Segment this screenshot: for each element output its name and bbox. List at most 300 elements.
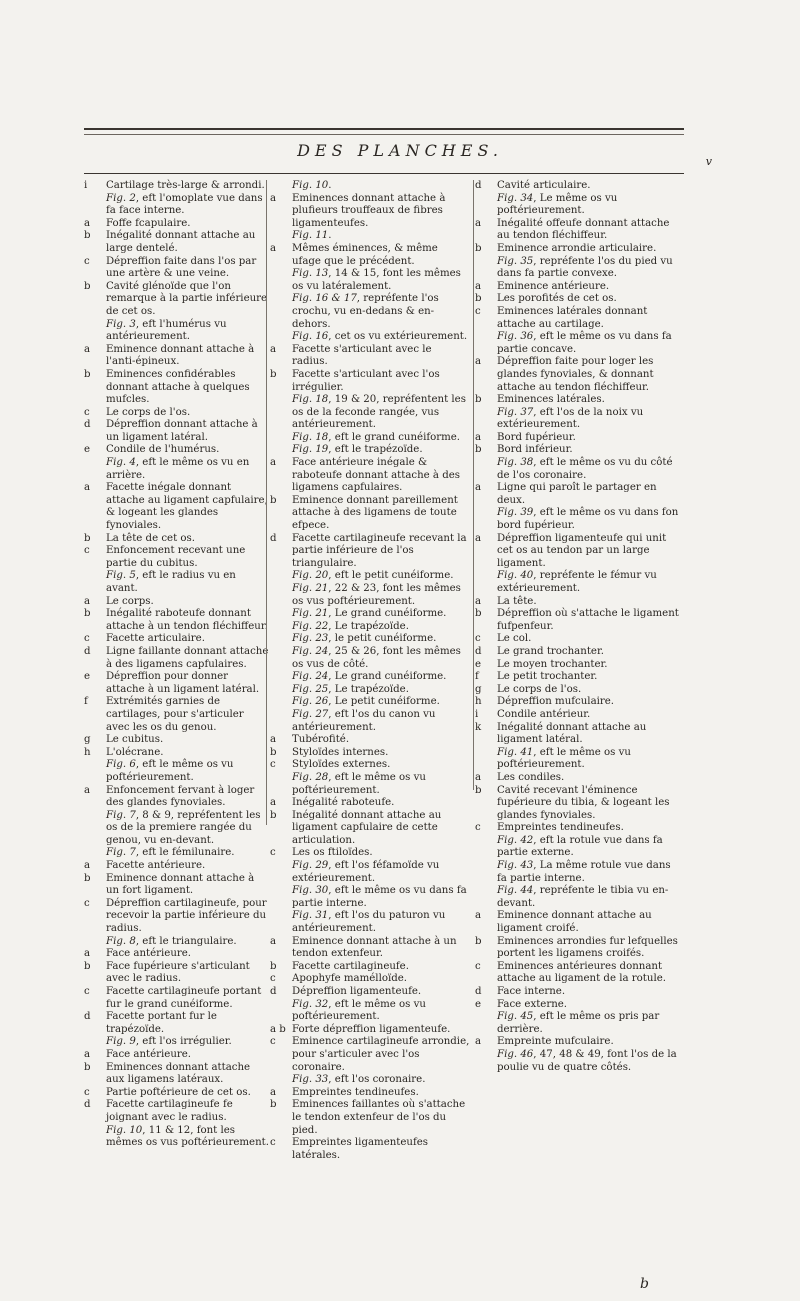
entry-text: Apophyfe mamélloïde. <box>292 973 408 985</box>
entry-text: Fig. 4, eft le même os vu en arrière. <box>106 457 250 481</box>
figure-caption <box>84 193 269 218</box>
figure-caption <box>270 230 470 243</box>
entry-text: Empreintes ligamenteufes latérales. <box>292 1137 428 1161</box>
entry-key: b <box>84 872 91 884</box>
legend-entry <box>475 394 683 407</box>
entry-text: Ligne faillante donnant attache à des ligamens capfulaires. <box>106 645 269 670</box>
legend-entry <box>84 1087 269 1100</box>
figure-label: Fig. 38 <box>497 457 534 469</box>
figure-caption <box>270 860 470 885</box>
entry-text: Fig. 42, eft la rotule vue dans fa partie externe. <box>497 834 663 859</box>
legend-entry <box>475 180 683 193</box>
entry-key: e <box>475 998 482 1010</box>
entry-text: Condile de l'humérus. <box>106 444 220 456</box>
entry-text: Fig. 39, eft le même os vu dans fon bord fupérieur. <box>497 507 679 532</box>
figure-caption <box>84 570 269 595</box>
figure-label: Fig. 21 <box>292 583 329 594</box>
entry-text: Fig. 23, le petit cunéiforme. <box>292 633 437 645</box>
figure-caption <box>270 684 470 697</box>
entry-key: e <box>84 444 91 456</box>
entry-text: Inégalité donnant attache au ligament capfulaire de cette articulation. <box>292 809 442 846</box>
text-column-2 <box>270 180 470 1162</box>
entry-text: Face antérieure. <box>106 1048 192 1060</box>
entry-key: a <box>270 935 277 947</box>
entry-text: Le grand trochanter. <box>497 645 604 657</box>
legend-entry <box>475 444 683 457</box>
figure-caption <box>475 1049 683 1074</box>
text-column-3 <box>475 180 683 1074</box>
legend-entry <box>270 495 470 533</box>
entry-text: Eminence antérieure. <box>497 280 610 292</box>
entry-text: Facette cartilagineufe fe joignant avec le radius. <box>106 1099 233 1123</box>
entry-text: Cavité articulaire. <box>497 180 591 191</box>
entry-key: c <box>84 545 90 557</box>
legend-entry <box>475 772 683 785</box>
entry-text: Fig. 22, Le trapézoïde. <box>292 620 409 632</box>
entry-text: Le col. <box>497 633 532 645</box>
entry-key: b <box>84 1061 91 1073</box>
entry-key: c <box>475 633 481 645</box>
entry-key: d <box>475 180 482 191</box>
page-title: DES PLANCHES. <box>297 141 503 160</box>
entry-text: La tête. <box>497 595 537 607</box>
legend-entry <box>270 1024 470 1037</box>
entry-key: b <box>475 608 482 620</box>
entry-text: Eminences antérieures donnant attache au ligament de la rotule. <box>497 960 666 985</box>
entry-key: b <box>475 293 482 305</box>
entry-text: Fig. 44, repréfente le tibia vu en-devant. <box>497 885 669 909</box>
entry-key: e <box>475 658 482 670</box>
entry-text: Fig. 33, eft l'os coronaire. <box>292 1074 426 1086</box>
figure-label: Fig. 11 <box>292 230 329 242</box>
legend-entry <box>84 608 269 633</box>
entry-text: Fig. 21, 22 & 23, font les mêmes os vus poftérieurement. <box>292 583 461 607</box>
entry-text: Face fupérieure s'articulant avec le radius. <box>106 960 250 985</box>
legend-entry <box>84 1062 269 1087</box>
entry-text: Facette cartilagineufe portant fur le grand cunéiforme. <box>106 986 262 1010</box>
legend-entry <box>84 218 269 231</box>
column-divider <box>473 180 474 790</box>
entry-text: Les porofités de cet os. <box>497 293 617 305</box>
legend-entry <box>475 596 683 609</box>
legend-entry <box>475 696 683 709</box>
legend-entry <box>475 306 683 331</box>
entry-key: a <box>475 595 482 607</box>
figure-label: Fig. 32 <box>292 998 329 1010</box>
entry-key: d <box>475 986 482 997</box>
figure-label: Fig. 10 <box>106 1124 143 1136</box>
entry-text: Fig. 26, Le petit cunéiforme. <box>292 696 440 708</box>
entry-text: Facette cartilagineufe recevant la partie inférieure de l'os triangulaire. <box>292 532 467 569</box>
entry-text: Face externe. <box>497 998 568 1010</box>
entry-text: Fig. 46, 47, 48 & 49, font l'os de la poulie vu de quatre côtés. <box>497 1048 677 1073</box>
legend-entry <box>270 747 470 760</box>
figure-label: Fig. 45 <box>497 1011 534 1023</box>
entry-text: Eminence arrondie articulaire. <box>497 242 657 254</box>
legend-entry <box>84 281 269 319</box>
entry-text: Fig. 36, eft le même os vu dans fa partie concave. <box>497 331 672 355</box>
legend-entry <box>475 684 683 697</box>
figure-label: Fig. 31 <box>292 910 329 922</box>
legend-entry <box>270 1099 470 1137</box>
legend-entry <box>475 986 683 999</box>
entry-text: Bord fupérieur. <box>497 431 576 443</box>
entry-text: Eminences donnant attache aux ligamens latéraux. <box>106 1061 251 1086</box>
entry-text: Eminences latérales donnant attache au cartilage. <box>497 305 648 330</box>
figure-label: Fig. 6 <box>106 759 136 771</box>
entry-key: a <box>475 1036 482 1048</box>
figure-label: Fig. 16 <box>292 331 329 343</box>
legend-entry <box>270 1087 470 1100</box>
legend-entry <box>475 293 683 306</box>
entry-text: Facette cartilagineufe. <box>292 960 409 972</box>
entry-key: c <box>270 1137 276 1149</box>
figure-caption <box>475 331 683 356</box>
figure-label: Fig. 4 <box>106 457 136 469</box>
figure-label: Fig. 26 <box>292 696 329 708</box>
legend-entry <box>475 608 683 633</box>
figure-label: Fig. 19 <box>292 444 329 456</box>
legend-entry <box>84 671 269 696</box>
entry-key: b <box>475 784 482 796</box>
entry-key: a <box>84 948 91 960</box>
entry-text: Tubérofité. <box>292 734 350 746</box>
figure-caption <box>475 860 683 885</box>
entry-key: e <box>84 671 91 683</box>
legend-entry <box>84 1011 269 1036</box>
entry-key: d <box>84 645 91 657</box>
entry-text: Dépreffion où s'attache le ligament fufpenfeur. <box>497 608 679 632</box>
entry-text: Eminences arrondies fur lefquelles portent les ligamens croifés. <box>497 935 678 960</box>
entry-text: Fig. 16 & 17, repréfente l'os crochu, vu en-dedans & en-dehors. <box>292 293 439 330</box>
entry-key: a <box>84 343 91 355</box>
legend-entry <box>270 961 470 974</box>
entry-key: c <box>84 897 90 909</box>
entry-text: Dépreffion cartilagineufe, pour recevoir la partie inférieure du radius. <box>106 897 267 935</box>
entry-key: b <box>475 935 482 947</box>
legend-entry <box>84 1049 269 1062</box>
figure-label: Fig. 34 <box>497 192 534 204</box>
entry-text: Fig. 40, repréfente le fémur vu extérieurement. <box>497 570 657 594</box>
entry-key: a <box>475 532 482 544</box>
figure-label: Fig. 29 <box>292 860 329 872</box>
legend-entry <box>475 999 683 1012</box>
legend-entry <box>475 961 683 986</box>
legend-entry <box>475 356 683 394</box>
legend-entry <box>475 910 683 935</box>
entry-text: Fig. 30, eft le même os vu dans fa partie interne. <box>292 885 467 909</box>
entry-text: Fig. 2, eft l'omoplate vue dans fa face interne. <box>106 192 263 217</box>
figure-label: Fig. 13 <box>292 268 329 280</box>
entry-text: Inégalité offeufe donnant attache au tendon fléchiffeur. <box>497 217 670 242</box>
entry-text: Le corps. <box>106 595 154 607</box>
entry-key: c <box>475 305 481 317</box>
legend-entry <box>475 722 683 747</box>
figure-label: Fig. 7 <box>106 847 136 859</box>
figure-caption <box>270 293 470 331</box>
entry-text: Le petit trochanter. <box>497 671 598 683</box>
entry-key: c <box>84 406 90 418</box>
entry-key: c <box>84 1086 90 1098</box>
figure-caption <box>84 810 269 848</box>
legend-entry <box>84 545 269 570</box>
figure-caption <box>475 256 683 281</box>
figure-label: Fig. 18 <box>292 394 329 406</box>
entry-text: Empreintes tendineufes. <box>497 822 624 834</box>
legend-entry <box>84 369 269 407</box>
entry-text: Fig. 8, eft le triangulaire. <box>106 935 237 947</box>
entry-key: b <box>84 368 91 380</box>
figure-caption <box>270 570 470 583</box>
figure-label: Fig. 20 <box>292 570 329 582</box>
entry-text: Fig. 34, Le même os vu poftérieurement. <box>497 192 618 217</box>
figure-caption <box>270 583 470 608</box>
legend-entry <box>84 696 269 734</box>
figure-caption <box>270 331 470 344</box>
entry-text: Inégalité raboteufe donnant attache à un tendon fléchiffeur. <box>106 608 268 632</box>
entry-text: Eminences donnant attache à plufieurs trouffeaux de fibres ligamenteufes. <box>292 192 446 229</box>
entry-text: Eminence donnant attache à l'anti-épineux. <box>106 343 255 368</box>
entry-key: a <box>475 771 482 783</box>
figure-label: Fig. 30 <box>292 885 329 897</box>
legend-entry <box>84 230 269 255</box>
figure-caption <box>270 1074 470 1087</box>
legend-entry <box>84 734 269 747</box>
entry-text: Empreintes tendineufes. <box>292 1086 419 1098</box>
legend-entry <box>270 1137 470 1162</box>
legend-entry <box>270 986 470 999</box>
figure-caption <box>475 1011 683 1036</box>
figure-label: Fig. 27 <box>292 708 329 720</box>
entry-text: Facette s'articulant avec l'os irrégulier. <box>292 368 440 393</box>
legend-entry <box>270 533 470 571</box>
legend-entry <box>475 671 683 684</box>
legend-entry <box>270 243 470 268</box>
legend-entry <box>84 419 269 444</box>
legend-entry <box>270 369 470 394</box>
entry-text: Cavité recevant l'éminence fupérieure du tibia, & logeant les glandes fynoviales. <box>497 784 670 821</box>
entry-text: Fig. 25, Le trapézoïde. <box>292 683 409 695</box>
entry-text: Dépreffion faite dans l'os par une artère & une veine. <box>106 255 257 280</box>
entry-text: Fig. 41, eft le même os vu poftérieurement. <box>497 746 631 771</box>
entry-key: c <box>84 255 90 267</box>
entry-key: b <box>84 532 91 544</box>
entry-key: a <box>84 1048 91 1060</box>
figure-caption <box>270 910 470 935</box>
entry-key: a <box>475 280 482 292</box>
entry-key: a <box>475 910 482 922</box>
entry-text: Les os ftiloïdes. <box>292 847 373 859</box>
entry-text: Eminence donnant attache à un tendon extenfeur. <box>292 935 457 960</box>
legend-entry <box>84 482 269 532</box>
entry-text: Mêmes éminences, & même ufage que le précédent. <box>292 242 438 267</box>
legend-entry <box>84 533 269 546</box>
entry-text: Fig. 16, cet os vu extérieurement. <box>292 331 468 343</box>
entry-key: k <box>475 721 482 733</box>
entry-key: a <box>475 482 482 494</box>
entry-key: b <box>270 368 277 380</box>
entry-text: Inégalité raboteufe. <box>292 797 395 809</box>
entry-text: Condile antérieur. <box>497 708 591 720</box>
entry-key: b <box>84 608 91 620</box>
entry-text: Partie poftérieure de cet os. <box>106 1086 251 1098</box>
figure-label: Fig. 10 <box>292 180 329 191</box>
entry-text: Fig. 18, eft le grand cunéiforme. <box>292 431 461 443</box>
entry-key: a <box>270 192 277 204</box>
entry-key: i <box>84 180 88 191</box>
entry-text: Eminence donnant pareillement attache à des ligamens de toute efpece. <box>292 494 458 532</box>
entry-text: Cavité glénoïde que l'on remarque à la partie inférieure de cet os. <box>106 280 268 317</box>
entry-key: b <box>475 444 482 456</box>
figure-caption <box>270 709 470 734</box>
entry-key: b <box>270 1099 277 1111</box>
figure-label: Fig. 5 <box>106 570 136 582</box>
figure-caption <box>475 507 683 532</box>
figure-caption <box>475 747 683 772</box>
entry-text: Fig. 24, Le grand cunéiforme. <box>292 671 447 683</box>
entry-key: b <box>475 394 482 406</box>
entry-text: Dépreffion donnant attache à un ligament latéral. <box>106 419 258 443</box>
entry-key: d <box>270 532 277 544</box>
legend-entry <box>270 1036 470 1074</box>
entry-text: Facette articulaire. <box>106 633 205 645</box>
figure-label: Fig. 39 <box>497 507 534 519</box>
entry-text: Le cubitus. <box>106 734 164 746</box>
figure-caption <box>84 457 269 482</box>
entry-key: b <box>84 230 91 242</box>
entry-key: a <box>84 784 91 796</box>
legend-entry <box>475 646 683 659</box>
legend-entry <box>475 709 683 722</box>
entry-text: Inégalité donnant attache au ligament latéral. <box>497 721 647 746</box>
entry-text: L'olécrane. <box>106 746 164 758</box>
entry-text: Le corps de l'os. <box>106 406 191 418</box>
figure-label: Fig. 9 <box>106 1036 136 1048</box>
legend-entry <box>270 759 470 772</box>
entry-key: c <box>270 973 276 985</box>
entry-text: Fig. 7, eft le fémilunaire. <box>106 847 235 859</box>
entry-text: Fig. 31, eft l'os du paturon vu antérieurement. <box>292 910 446 935</box>
entry-key: b <box>270 746 277 758</box>
entry-text: La tête de cet os. <box>106 532 196 544</box>
entry-text: Ligne qui paroît le partager en deux. <box>497 482 657 506</box>
entry-text: Fig. 37, eft l'os de la noix vu extérieurement. <box>497 406 644 431</box>
entry-key: g <box>84 734 91 746</box>
legend-entry <box>475 432 683 445</box>
figure-label: Fig. 46 <box>497 1048 534 1060</box>
legend-entry <box>84 256 269 281</box>
figure-caption <box>270 621 470 634</box>
entry-text: Fig. 32, eft le même os vu poftérieurement. <box>292 998 426 1023</box>
figure-caption <box>84 319 269 344</box>
legend-entry <box>84 444 269 457</box>
legend-entry <box>270 797 470 810</box>
legend-entry <box>475 482 683 507</box>
entry-text: Fig. 28, eft le même os vu poftérieurement. <box>292 771 426 796</box>
entry-key: a b <box>270 1023 286 1035</box>
figure-caption <box>475 570 683 595</box>
entry-text: Fig. 20, eft le petit cunéiforme. <box>292 570 454 582</box>
entry-text: Styloïdes internes. <box>292 746 389 758</box>
entry-text: Eminences confidérables donnant attache à quelques mufcles. <box>106 368 250 406</box>
entry-text: Eminences faillantes où s'attache le tendon extenfeur de l'os du pied. <box>292 1099 466 1136</box>
entry-text: Eminence donnant attache à un fort ligament. <box>106 872 255 897</box>
figure-label: Fig. 43 <box>497 860 534 872</box>
legend-entry <box>475 533 683 571</box>
legend-entry <box>84 898 269 936</box>
figure-label: Fig. 22 <box>292 620 329 632</box>
legend-entry <box>270 973 470 986</box>
entry-text: Fig. 7, 8 & 9, repréfentent les os de la premiere rangée du genou, vu en-devant. <box>106 809 261 846</box>
figure-caption <box>270 432 470 445</box>
entry-text: Fig. 5, eft le radius vu en avant. <box>106 570 236 594</box>
entry-text: Eminence donnant attache au ligament croifé. <box>497 910 652 935</box>
entry-key: b <box>270 494 277 506</box>
entry-key: a <box>84 482 91 494</box>
figure-caption <box>270 999 470 1024</box>
entry-key: b <box>475 242 482 254</box>
column-divider <box>266 180 267 825</box>
header-rule <box>84 173 684 174</box>
entry-text: Fig. 43, La même rotule vue dans fa partie interne. <box>497 860 671 884</box>
entry-key: a <box>475 356 482 368</box>
entry-key: d <box>84 1099 91 1111</box>
figure-caption <box>270 633 470 646</box>
entry-text: Dépreffion ligamenteufe. <box>292 986 422 997</box>
entry-text: Face antérieure. <box>106 948 192 960</box>
figure-caption <box>270 772 470 797</box>
entry-key: c <box>475 822 481 834</box>
legend-entry <box>475 659 683 672</box>
legend-entry <box>475 936 683 961</box>
entry-key: a <box>475 217 482 229</box>
figure-label: Fig. 42 <box>497 834 534 846</box>
entry-text: Dépreffion ligamenteufe qui unit cet os au tendon par un large ligament. <box>497 532 667 569</box>
figure-label: Fig. 24 <box>292 671 329 683</box>
entry-text: Fig. 11. <box>292 230 332 242</box>
entry-key: a <box>270 242 277 254</box>
figure-caption <box>84 936 269 949</box>
entry-text: Fig. 21, Le grand cunéiforme. <box>292 608 447 620</box>
figure-caption <box>475 835 683 860</box>
entry-text: Dépreffion pour donner attache à un ligament latéral. <box>106 671 260 695</box>
entry-text: Fig. 45, eft le même os pris par derrière. <box>497 1011 660 1035</box>
entry-text: Face interne. <box>497 986 566 997</box>
entry-text: Bord inférieur. <box>497 444 573 456</box>
legend-entry <box>475 822 683 835</box>
entry-text: Fig. 18, 19 & 20, repréfentent les os de la feconde rangée, vus antérieurement. <box>292 394 466 431</box>
entry-text: Enfoncement fervant à loger des glandes fynoviales. <box>106 784 255 809</box>
figure-caption <box>270 671 470 684</box>
figure-caption <box>475 407 683 432</box>
legend-entry <box>270 936 470 961</box>
entry-key: d <box>270 986 277 997</box>
legend-entry <box>270 457 470 495</box>
text-column-1 <box>84 180 269 1150</box>
entry-text: Cartilage très-large & arrondi. <box>106 180 265 191</box>
top-rule <box>84 128 684 130</box>
entry-key: a <box>270 797 277 809</box>
entry-text: Fig. 29, eft l'os féfamoïde vu extérieurement. <box>292 860 440 884</box>
entry-key: a <box>270 1086 277 1098</box>
entry-text: Empreinte mufculaire. <box>497 1036 614 1048</box>
entry-text: Fig. 19, eft le trapézoïde. <box>292 444 423 456</box>
entry-key: h <box>475 696 482 708</box>
figure-label: Fig. 23 <box>292 633 329 645</box>
legend-entry <box>475 633 683 646</box>
entry-key: c <box>270 847 276 859</box>
entry-text: Eminence cartilagineufe arrondie, pour s'articuler avec l'os coronaire. <box>292 1036 470 1073</box>
